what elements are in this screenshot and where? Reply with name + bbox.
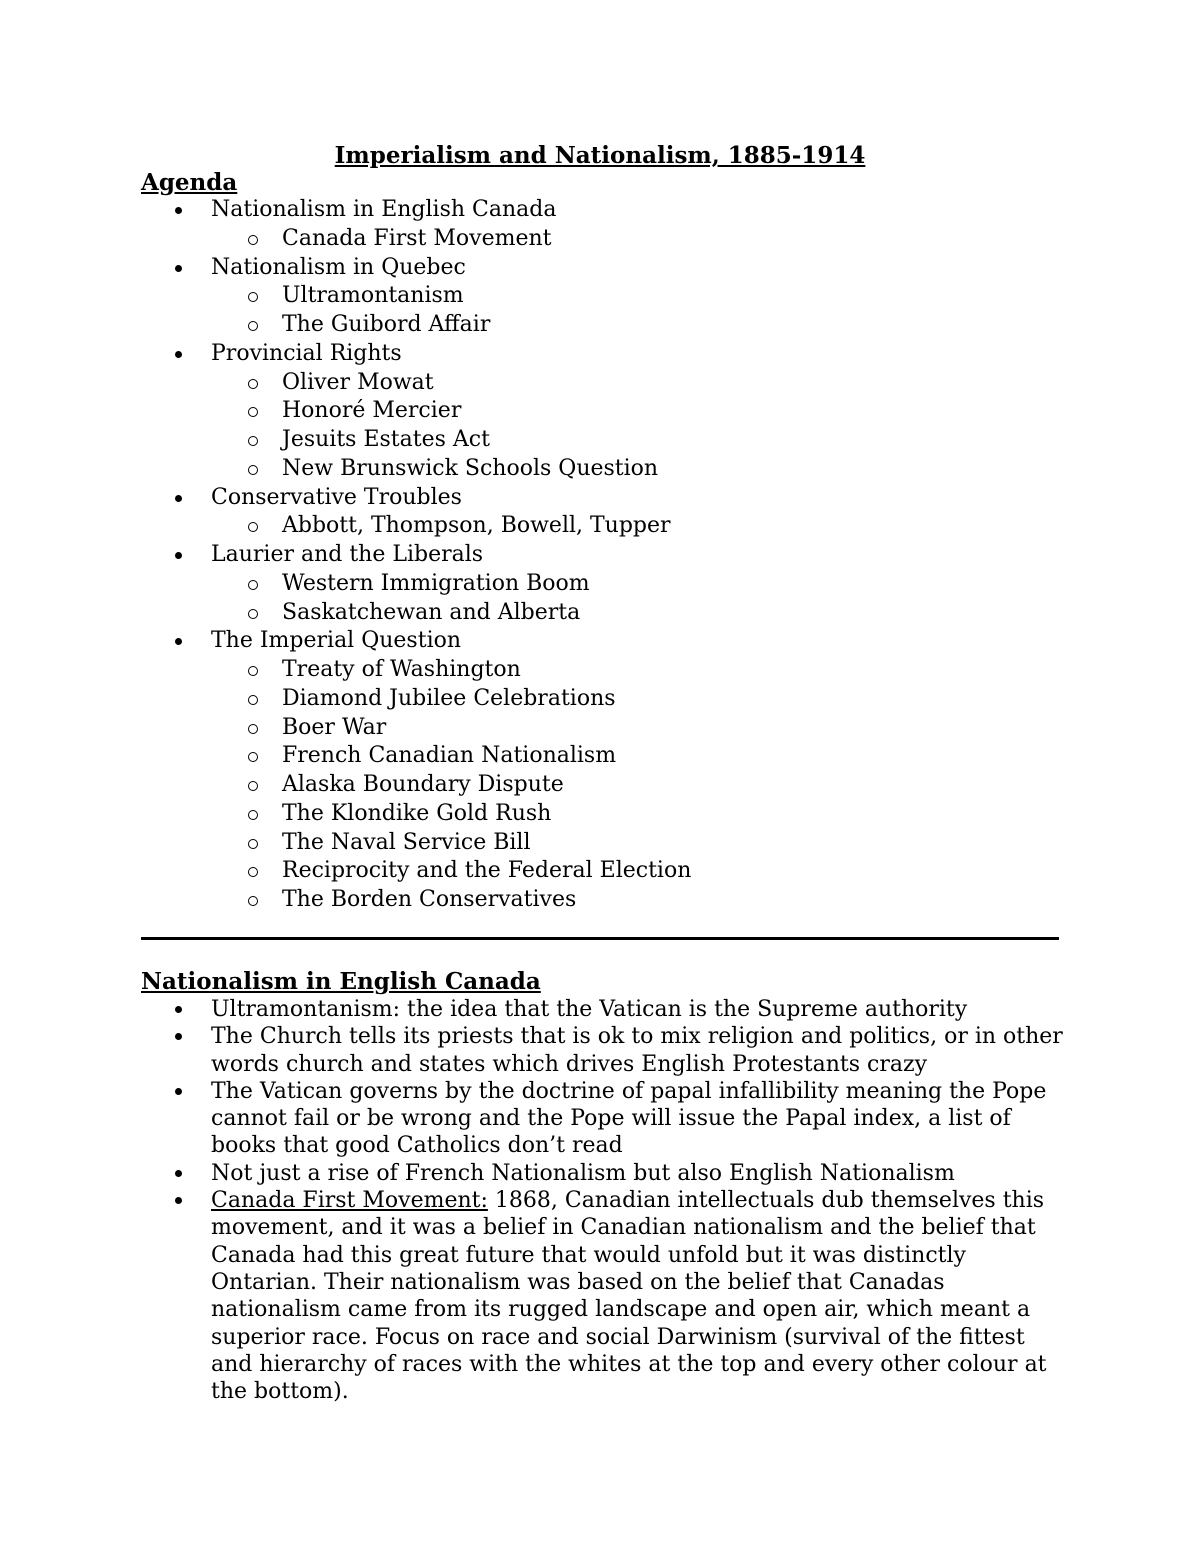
- agenda-subitem: The Guibord Affair: [0, 311, 691, 340]
- agenda-item: Laurier and the Liberals: [0, 541, 691, 570]
- agenda-subitem: Reciprocity and the Federal Election: [0, 857, 691, 886]
- agenda-subitem: Boer War: [0, 714, 691, 743]
- agenda-subitem: Saskatchewan and Alberta: [0, 599, 691, 628]
- agenda-subitem: Abbott, Thompson, Bowell, Tupper: [0, 512, 691, 541]
- note-term: Canada First Movement:: [211, 1188, 488, 1214]
- notes-list: [0, 996, 1080, 1405]
- agenda-subitem: Treaty of Washington: [0, 656, 691, 685]
- agenda-subitem: Oliver Mowat: [0, 369, 691, 398]
- note-item: Not just a rise of French Nationalism but also English Nationalism: [0, 1160, 1071, 1187]
- agenda-item: Nationalism in English Canada: [0, 196, 691, 225]
- note-item: [0, 1187, 1071, 1405]
- document-title-text: Imperialism and Nationalism, 1885-1914: [334, 142, 866, 169]
- agenda-subitem: Honoré Mercier: [0, 397, 691, 426]
- agenda-subitem: Alaska Boundary Dispute: [0, 771, 691, 800]
- agenda-subitem: Canada First Movement: [0, 225, 691, 254]
- agenda-subitem: The Naval Service Bill: [0, 829, 691, 858]
- agenda-subitem: The Borden Conservatives: [0, 886, 691, 915]
- agenda-list: [0, 196, 691, 915]
- note-item: The Vatican governs by the doctrine of papal infallibility meaning the Pope cannot fail or be wrong and the Pope will issue the Papal index, a list of books that good Catholics don’t read: [0, 1078, 1071, 1160]
- agenda-subitem: Ultramontanism: [0, 282, 691, 311]
- agenda-subitem: Diamond Jubilee Celebrations: [0, 685, 691, 714]
- agenda-subitem: The Klondike Gold Rush: [0, 800, 691, 829]
- note-text: 1868, Canadian intellectuals dub themselves this movement, and it was a belief in Canadian nationalism and the belief that Canada had this great future that would unfold but it was distinctly Ontarian. Their nationalism was based on the belief that Canadas nationalism came from its rugged landscape and open air, which meant a superior race. Focus on race and social Darwinism (survival of the fittest and hierarchy of races with the whites at the top and every other colour at the bottom).: [211, 1188, 1047, 1405]
- agenda-item: Provincial Rights: [0, 340, 691, 369]
- section-heading: Nationalism in English Canada: [141, 968, 541, 995]
- agenda-subitem: Jesuits Estates Act: [0, 426, 691, 455]
- note-item: The Church tells its priests that is ok to mix religion and politics, or in other words church and states which drives English Protestants crazy: [0, 1023, 1071, 1078]
- agenda-item: Conservative Troubles: [0, 484, 691, 513]
- horizontal-divider: [141, 937, 1059, 940]
- agenda-subitem: French Canadian Nationalism: [0, 742, 691, 771]
- agenda-subitem: Western Immigration Boom: [0, 570, 691, 599]
- note-item: Ultramontanism: the idea that the Vatican is the Supreme authority: [0, 996, 1071, 1023]
- document-title: [0, 141, 1200, 171]
- agenda-item: Nationalism in Quebec: [0, 254, 691, 283]
- agenda-subitem: New Brunswick Schools Question: [0, 455, 691, 484]
- agenda-heading: Agenda: [141, 169, 238, 196]
- agenda-item: The Imperial Question: [0, 627, 691, 656]
